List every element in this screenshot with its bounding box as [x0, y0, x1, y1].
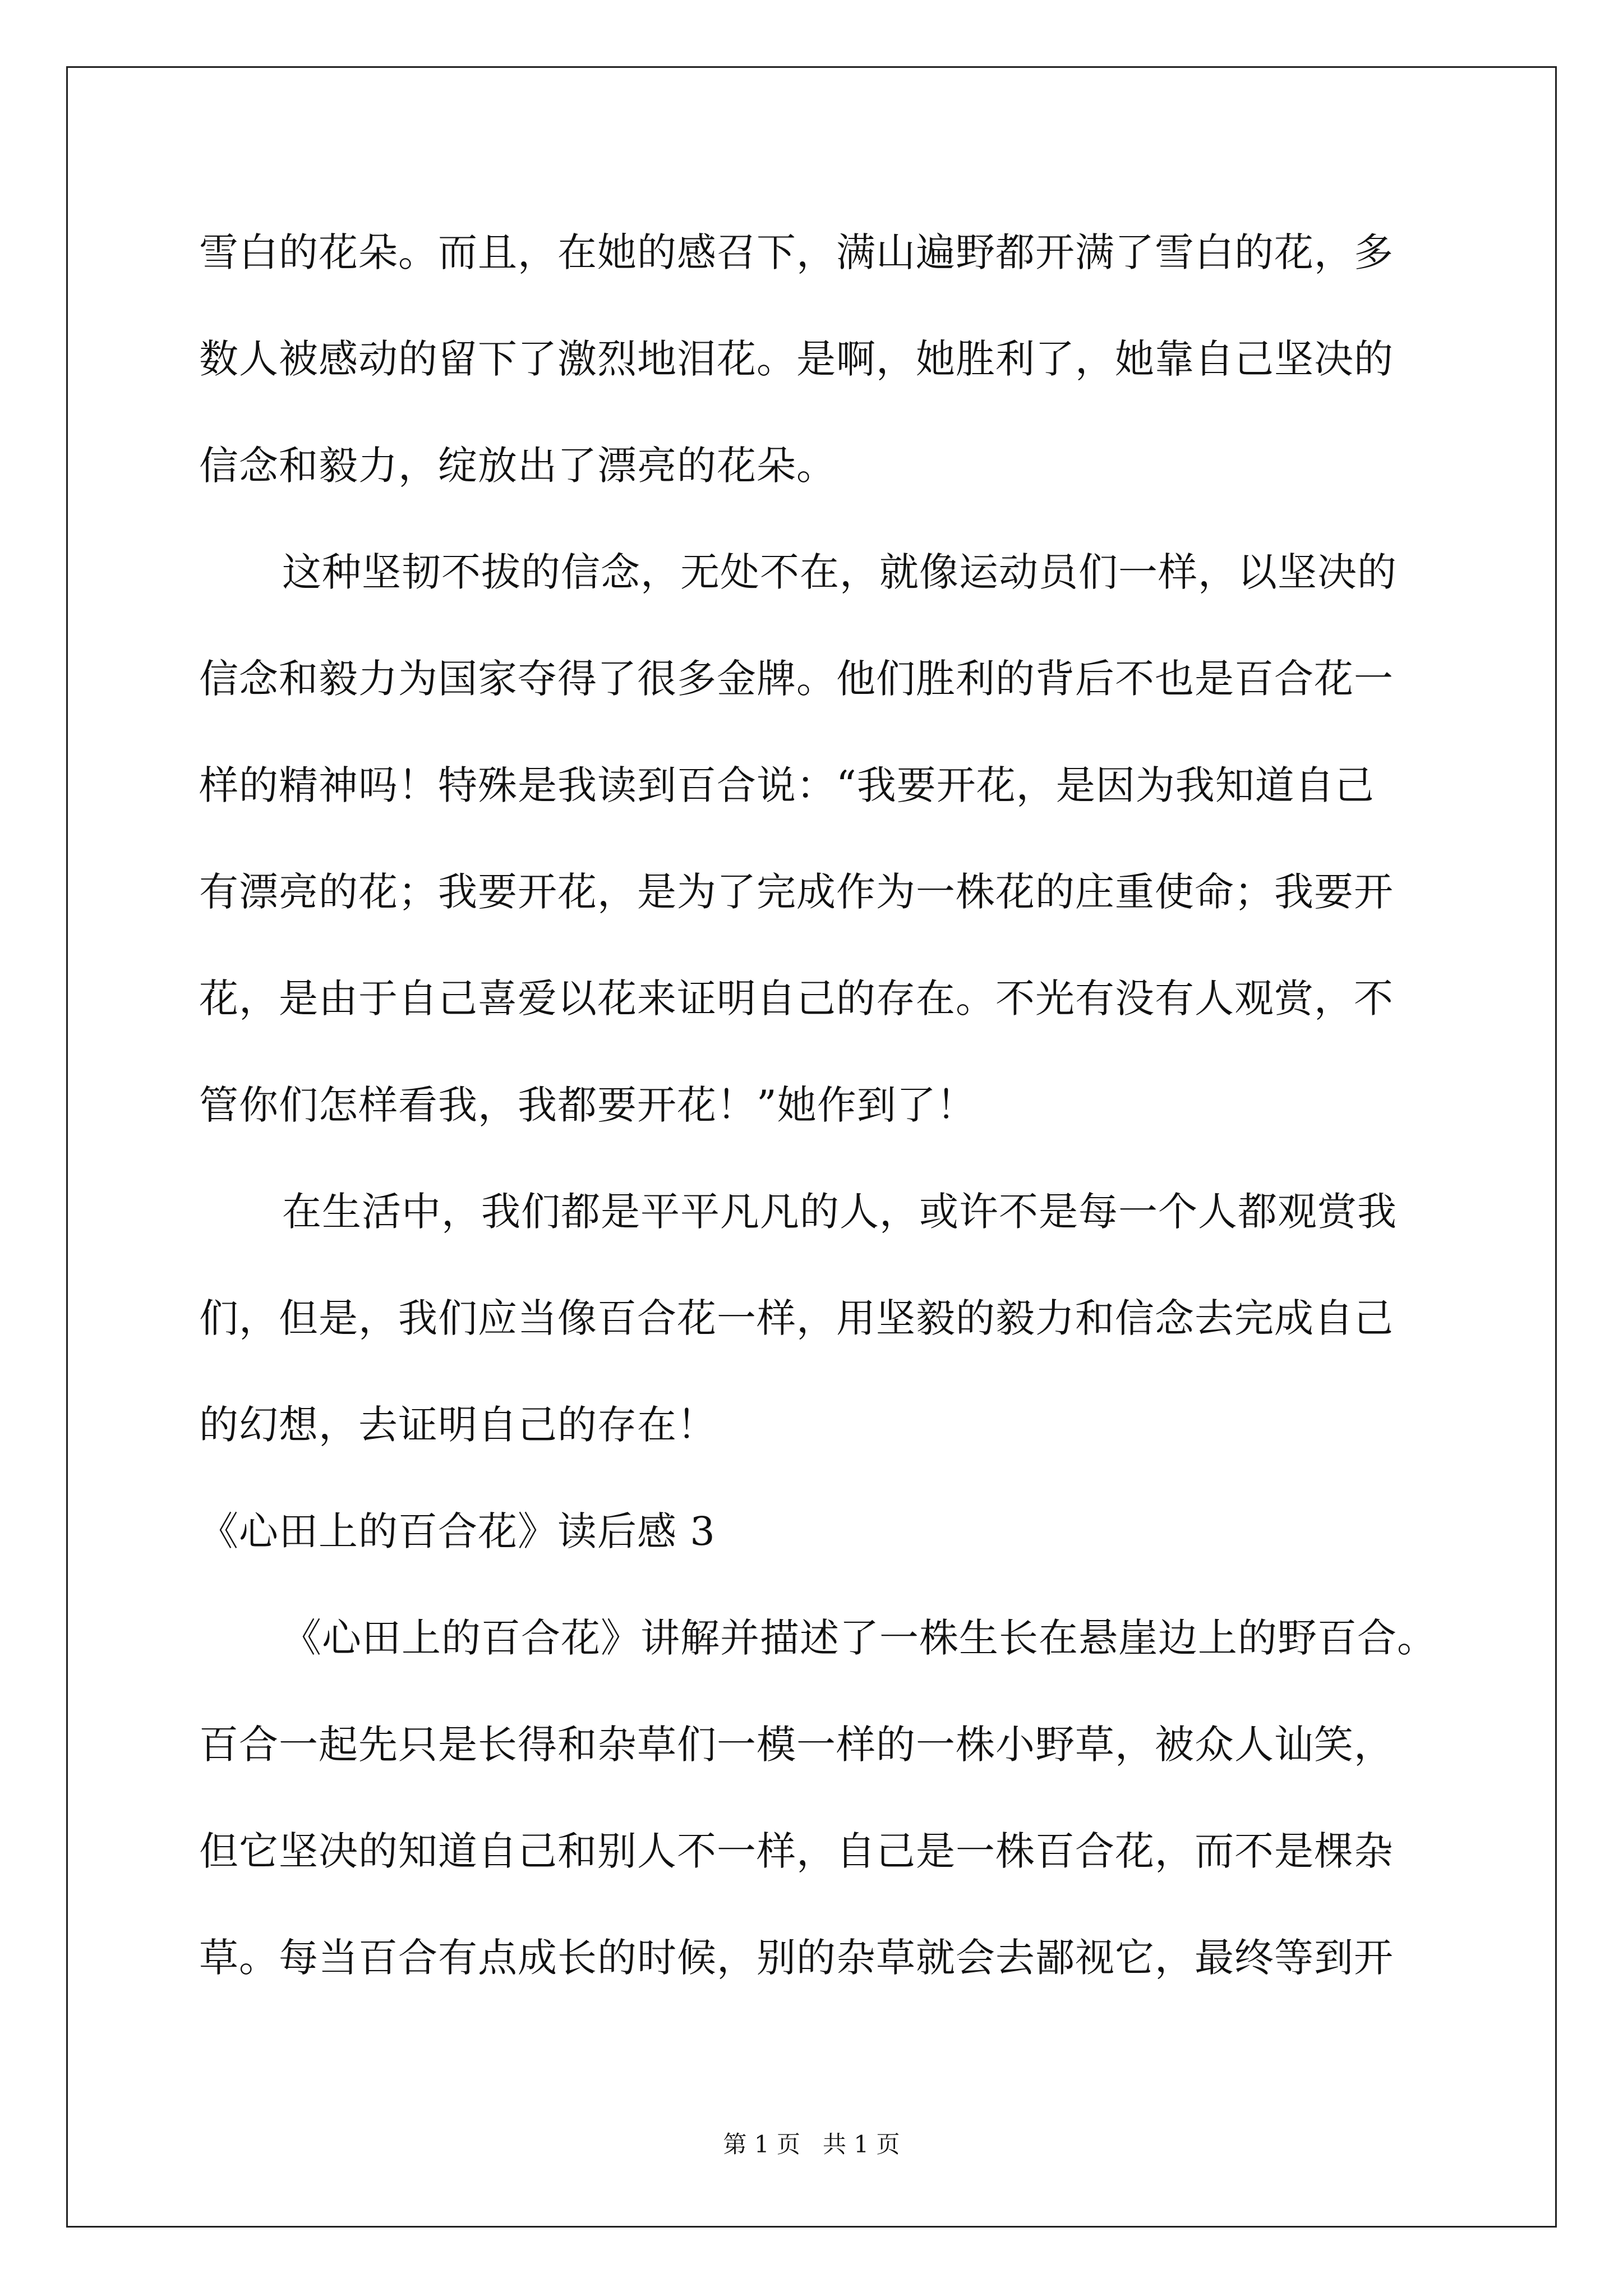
document-body: [199, 199, 1438, 2011]
text-line: 管你们怎样看我，我都要开花！”她作到了！: [199, 1082, 976, 1128]
text-line: 草。每当百合有点成长的时候，别的杂草就会去鄙视它，最终等到开: [199, 1935, 1394, 1981]
text-line: 但它坚决的知道自己和别人不一样，自己是一株百合花，而不是棵杂: [199, 1828, 1394, 1874]
text-line: 有漂亮的花；我要开花，是为了完成作为一株花的庄重使命；我要开: [199, 869, 1394, 915]
text-line: 们，但是，我们应当像百合花一样，用坚毅的毅力和信念去完成自己: [199, 1295, 1394, 1341]
page-footer: 第 1 页 共 1 页: [723, 2131, 900, 2158]
text-line: 的幻想，去证明自己的存在！: [199, 1402, 717, 1448]
paragraph-start-line: 这种坚韧不拔的信念，无处不在，就像运动员们一样，以坚决的: [282, 549, 1397, 595]
paragraph-start-line: 在生活中，我们都是平平凡凡的人，或许不是每一个人都观赏我: [282, 1189, 1397, 1235]
text-line: 数人被感动的留下了激烈地泪花。是啊，她胜利了，她靠自己坚决的: [199, 336, 1394, 382]
text-line: 信念和毅力，绽放出了漂亮的花朵。: [199, 443, 836, 489]
section-heading: 《心田上的百合花》读后感 3: [199, 1508, 716, 1554]
text-line: 百合一起先只是长得和杂草们一模一样的一株小野草，被众人讪笑，: [199, 1722, 1394, 1768]
text-line: 花，是由于自己喜爱以花来证明自己的存在。不光有没有人观赏，不: [199, 976, 1394, 1022]
text-line: 样的精神吗！特殊是我读到百合说：“我要开花，是因为我知道自己: [199, 762, 1375, 808]
text-line: 信念和毅力为国家夺得了很多金牌。他们胜利的背后不也是百合花一: [199, 656, 1394, 702]
paragraph-start-line: 《心田上的百合花》讲解并描述了一株生长在悬崖边上的野百合。: [282, 1615, 1437, 1661]
text-line: 雪白的花朵。而且，在她的感召下，满山遍野都开满了雪白的花，多: [199, 229, 1394, 275]
